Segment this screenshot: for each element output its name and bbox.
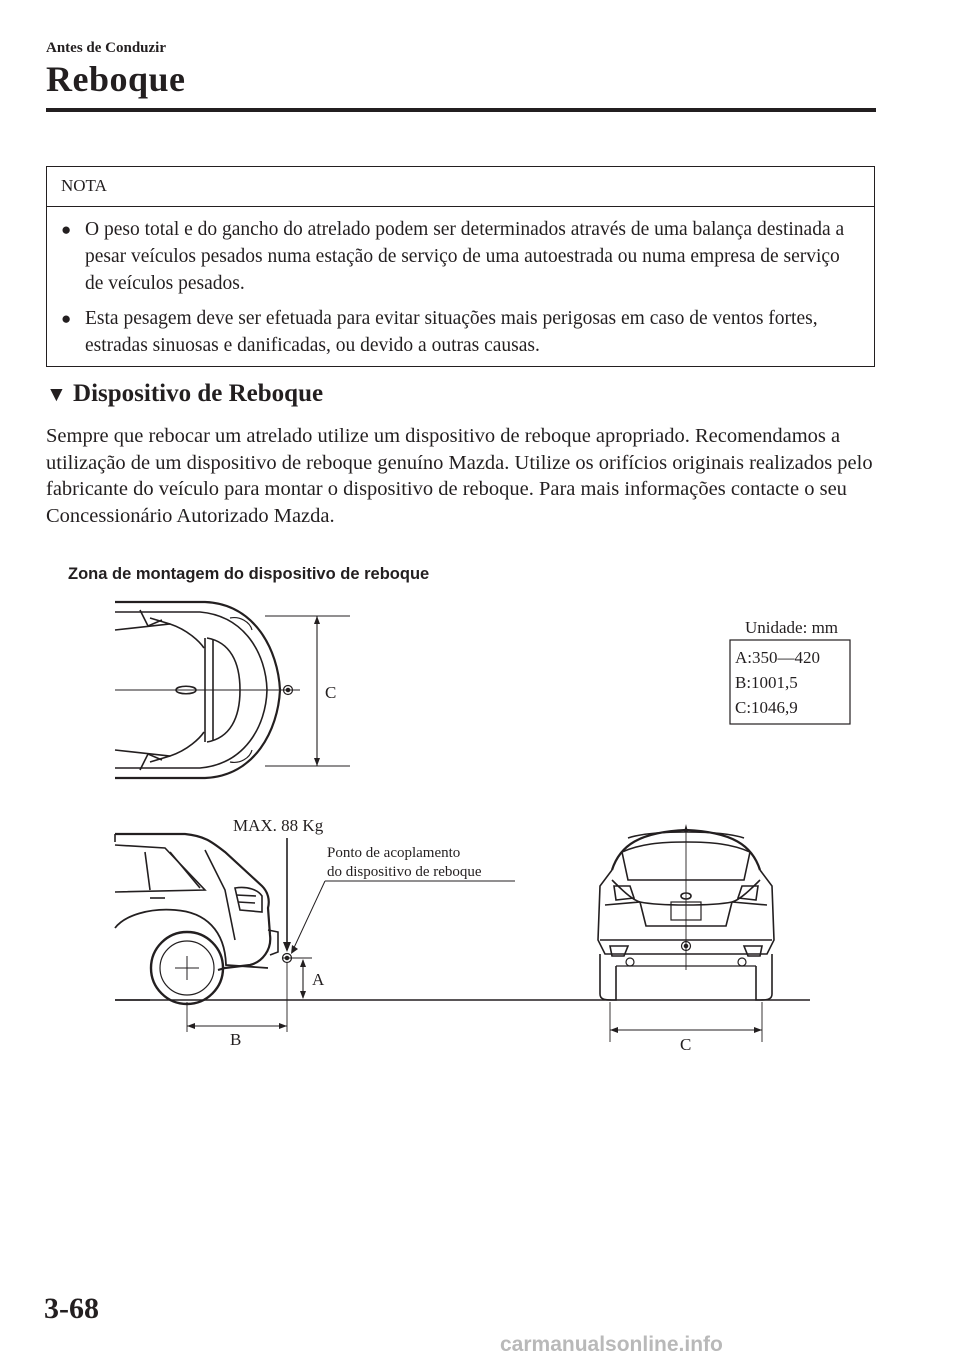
arrow-left-icon [187, 1023, 195, 1029]
bullet-icon: ● [61, 220, 72, 239]
label-a: A [312, 970, 325, 989]
side-view-car [115, 834, 278, 1004]
dimension-b: B:1001,5 [735, 673, 798, 692]
rear-tow-point-marker-center [685, 945, 688, 948]
note-item-text: O peso total e do gancho do atrelado podem ser determinados através de uma balança destinada a pesar veículos pesados numa estação de serviço de uma autoestrada ou numa empresa de serviço de veículos pesados. [85, 219, 845, 294]
arrow-up-icon [300, 959, 306, 967]
triangle-down-icon: ▼ [46, 382, 67, 406]
label-c-top: C [325, 683, 337, 702]
dimension-c: C:1046,9 [735, 698, 798, 717]
arrow-down-icon [314, 758, 320, 766]
label-b: B [230, 1030, 242, 1049]
watermark: carmanualsonline.info [500, 1333, 723, 1356]
arrow-left-icon [610, 1027, 618, 1033]
unit-label: Unidade: mm [745, 618, 839, 637]
note-header: NOTA [47, 167, 874, 207]
coupling-point-label-1: Ponto de acoplamento [327, 845, 461, 861]
leader-line [292, 881, 325, 952]
figure-caption: Zona de montagem do dispositivo de reboque [68, 565, 430, 583]
title-rule [46, 108, 876, 112]
arrow-right-icon [279, 1023, 287, 1029]
arrow-down-icon [283, 942, 291, 952]
towing-device-diagram [0, 590, 960, 1070]
arrow-right-icon [754, 1027, 762, 1033]
note-item-text: Esta pesagem deve ser efetuada para evitar situações mais perigosas em caso de ventos fortes, estradas sinuosas e danificadas, ou devido a outras causas. [85, 308, 818, 356]
bullet-icon: ● [61, 309, 72, 328]
section-heading [46, 380, 323, 408]
label-c-rear: C [680, 1035, 692, 1054]
coupling-point-label-2: do dispositivo de reboque [327, 864, 482, 880]
section-heading-text: Dispositivo de Reboque [73, 380, 324, 407]
max-load-label: MAX. 88 Kg [233, 816, 324, 835]
page-number: 3-68 [44, 1292, 99, 1325]
page-title: Reboque [46, 59, 186, 99]
arrow-down-icon [300, 991, 306, 999]
note-item [47, 305, 874, 359]
note-box [46, 166, 875, 367]
note-item [47, 216, 874, 297]
dimension-a: A:350—420 [735, 648, 820, 667]
tow-point-marker-center [287, 689, 290, 692]
body-paragraph: Sempre que rebocar um atrelado utilize um dispositivo de reboque apropriado. Recomendamos a utilização de um dispositivo de reboque genuíno Mazda. Utilize os orifícios originais realizados pelo fabricante do veículo para montar o dispositivo de reboque. Para mais informações contacte o seu Concessionário Autorizado Mazda. [46, 425, 873, 528]
arrow-up-icon [314, 616, 320, 624]
section-label: Antes de Conduzir [46, 40, 167, 56]
